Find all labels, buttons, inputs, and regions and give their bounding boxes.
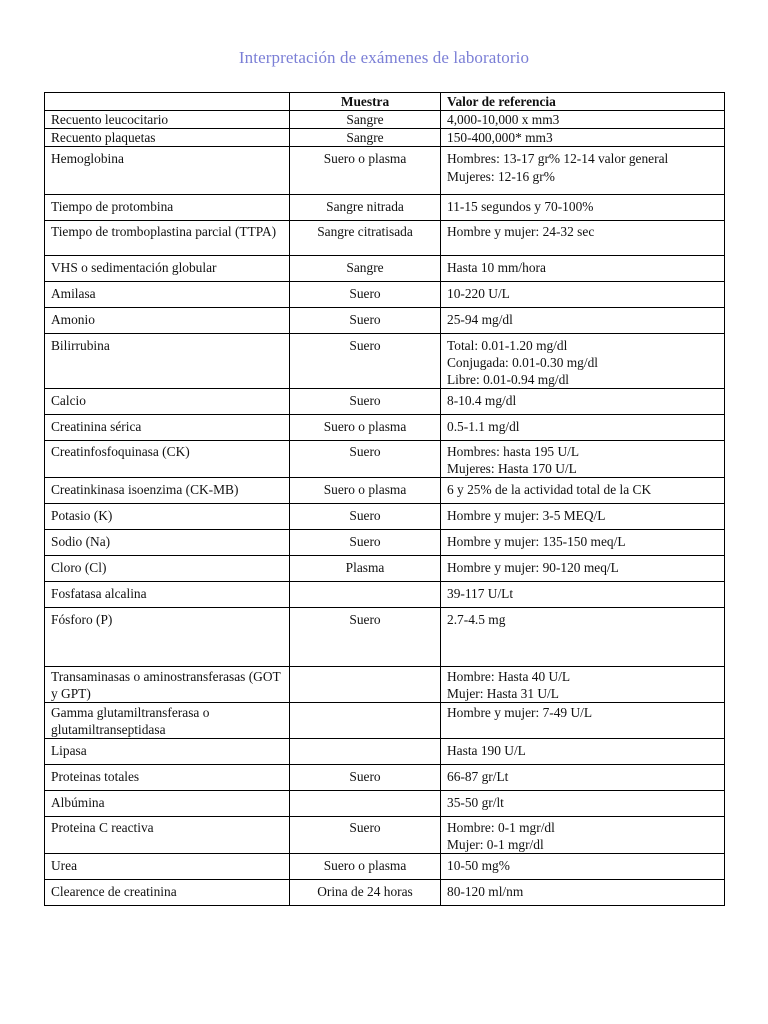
table-row [45,556,725,582]
table-row [45,415,725,441]
table-row [45,667,725,703]
test-name-cell: Lipasa [45,739,290,765]
test-name-cell: Amilasa [45,282,290,308]
reference-line: 80-120 ml/nm [447,884,524,899]
test-name-cell: Calcio [45,389,290,415]
reference-line: Hombre: 0-1 mgr/dl [447,820,555,835]
sample-type-cell: Suero [290,282,441,308]
table-body [45,111,725,906]
sample-type-cell: Sangre [290,111,441,129]
reference-value-cell [441,129,725,147]
table-row [45,147,725,195]
reference-value-cell [441,791,725,817]
reference-value-cell [441,147,725,195]
test-name-cell: Potasio (K) [45,504,290,530]
table-row [45,308,725,334]
sample-type-cell: Orina de 24 horas [290,880,441,906]
reference-line: 150-400,000* mm3 [447,130,553,145]
reference-value-cell [441,667,725,703]
test-name-cell: Urea [45,854,290,880]
reference-value-cell [441,334,725,389]
table-row [45,389,725,415]
reference-value-cell [441,389,725,415]
test-name-cell: Creatinkinasa isoenzima (CK-MB) [45,478,290,504]
table-row [45,530,725,556]
sample-type-cell: Suero [290,817,441,854]
test-name-cell: Clearence de creatinina [45,880,290,906]
sample-type-cell: Sangre [290,129,441,147]
reference-line: Mujeres: 12-16 gr% [447,169,555,184]
test-name-cell: VHS o sedimentación globular [45,256,290,282]
table-row [45,129,725,147]
reference-line: Hombre y mujer: 7-49 U/L [447,705,593,720]
sample-type-cell [290,791,441,817]
header-reference: Valor de referencia [441,93,725,111]
test-name-cell: Proteinas totales [45,765,290,791]
test-name-cell: Fósforo (P) [45,608,290,667]
test-name-cell: Fosfatasa alcalina [45,582,290,608]
sample-type-cell [290,739,441,765]
reference-line: 25-94 mg/dl [447,312,513,327]
test-name-cell: Recuento plaquetas [45,129,290,147]
table-row [45,256,725,282]
reference-line: 10-220 U/L [447,286,510,301]
test-name-cell: Hemoglobina [45,147,290,195]
reference-line: 35-50 gr/lt [447,795,504,810]
reference-line: Hasta 190 U/L [447,743,526,758]
reference-value-cell [441,854,725,880]
table-row [45,195,725,221]
sample-type-cell: Suero [290,530,441,556]
test-name-cell: Proteina C reactiva [45,817,290,854]
reference-line: Hombre: Hasta 40 U/L [447,669,571,684]
test-name-cell: Recuento leucocitario [45,111,290,129]
sample-type-cell: Suero [290,608,441,667]
reference-line: Conjugada: 0.01-0.30 mg/dl [447,355,599,370]
reference-value-cell [441,582,725,608]
sample-type-cell: Suero [290,334,441,389]
sample-type-cell: Suero o plasma [290,854,441,880]
header-test [45,93,290,111]
reference-value-cell [441,504,725,530]
sample-type-cell: Sangre nitrada [290,195,441,221]
sample-type-cell: Suero o plasma [290,415,441,441]
table-row [45,703,725,739]
table-row [45,765,725,791]
test-name-cell: Albúmina [45,791,290,817]
reference-value-cell [441,817,725,854]
table-row [45,854,725,880]
reference-value-cell [441,256,725,282]
table-row [45,608,725,667]
reference-value-cell [441,530,725,556]
header-sample: Muestra [290,93,441,111]
reference-line: 66-87 gr/Lt [447,769,509,784]
table-row [45,282,725,308]
lab-values-table [44,92,725,906]
sample-type-cell: Sangre citratisada [290,221,441,256]
reference-value-cell [441,739,725,765]
sample-type-cell: Suero [290,765,441,791]
table-row [45,111,725,129]
reference-line: 10-50 mg% [447,858,510,873]
reference-line: 39-117 U/Lt [447,586,514,601]
reference-line: Mujeres: Hasta 170 U/L [447,461,577,476]
table-row [45,880,725,906]
reference-value-cell [441,703,725,739]
table-row [45,504,725,530]
reference-line: Hombres: hasta 195 U/L [447,444,580,459]
reference-line: Hombres: 13-17 gr% 12-14 valor general [447,151,669,166]
sample-type-cell [290,703,441,739]
sample-type-cell: Suero [290,441,441,478]
reference-line: Mujer: Hasta 31 U/L [447,686,559,701]
reference-line: 8-10.4 mg/dl [447,393,517,408]
reference-line: 6 y 25% de la actividad total de la CK [447,482,652,497]
test-name-cell: Creatinina sérica [45,415,290,441]
reference-value-cell [441,282,725,308]
sample-type-cell: Suero [290,308,441,334]
reference-line: 0.5-1.1 mg/dl [447,419,520,434]
reference-value-cell [441,608,725,667]
sample-type-cell: Suero o plasma [290,147,441,195]
table-row [45,334,725,389]
reference-line: Mujer: 0-1 mgr/dl [447,837,544,852]
table-row [45,739,725,765]
test-name-cell: Bilirrubina [45,334,290,389]
test-name-cell: Sodio (Na) [45,530,290,556]
reference-value-cell [441,441,725,478]
sample-type-cell: Suero o plasma [290,478,441,504]
reference-line: 2.7-4.5 mg [447,612,506,627]
sample-type-cell: Sangre [290,256,441,282]
table-row [45,791,725,817]
sample-type-cell [290,582,441,608]
sample-type-cell [290,667,441,703]
table-row [45,582,725,608]
reference-line: Hombre y mujer: 90-120 meq/L [447,560,619,575]
reference-line: Libre: 0.01-0.94 mg/dl [447,372,569,387]
test-name-cell: Gamma glutamiltransferasa o glutamiltranseptidasa [45,703,290,739]
reference-value-cell [441,111,725,129]
sample-type-cell: Suero [290,389,441,415]
reference-value-cell [441,308,725,334]
test-name-cell: Tiempo de tromboplastina parcial (TTPA) [45,221,290,256]
reference-line: Hasta 10 mm/hora [447,260,546,275]
reference-value-cell [441,415,725,441]
reference-line: 11-15 segundos y 70-100% [447,199,594,214]
table-header-row [45,93,725,111]
table-row [45,817,725,854]
reference-value-cell [441,195,725,221]
page-title: Interpretación de exámenes de laboratorio [238,48,530,67]
reference-line: Total: 0.01-1.20 mg/dl [447,338,568,353]
reference-line: 4,000-10,000 x mm3 [447,112,560,127]
test-name-cell: Tiempo de protombina [45,195,290,221]
sample-type-cell: Suero [290,504,441,530]
reference-value-cell [441,765,725,791]
reference-value-cell [441,221,725,256]
reference-value-cell [441,556,725,582]
table-row [45,441,725,478]
sample-type-cell: Plasma [290,556,441,582]
reference-line: Hombre y mujer: 135-150 meq/L [447,534,626,549]
test-name-cell: Creatinfosfoquinasa (CK) [45,441,290,478]
reference-line: Hombre y mujer: 3-5 MEQ/L [447,508,606,523]
reference-value-cell [441,880,725,906]
test-name-cell: Cloro (Cl) [45,556,290,582]
reference-line: Hombre y mujer: 24-32 sec [447,224,595,239]
test-name-cell: Transaminasas o aminostransferasas (GOT y GPT) [45,667,290,703]
reference-value-cell [441,478,725,504]
table-row [45,221,725,256]
table-row [45,478,725,504]
test-name-cell: Amonio [45,308,290,334]
